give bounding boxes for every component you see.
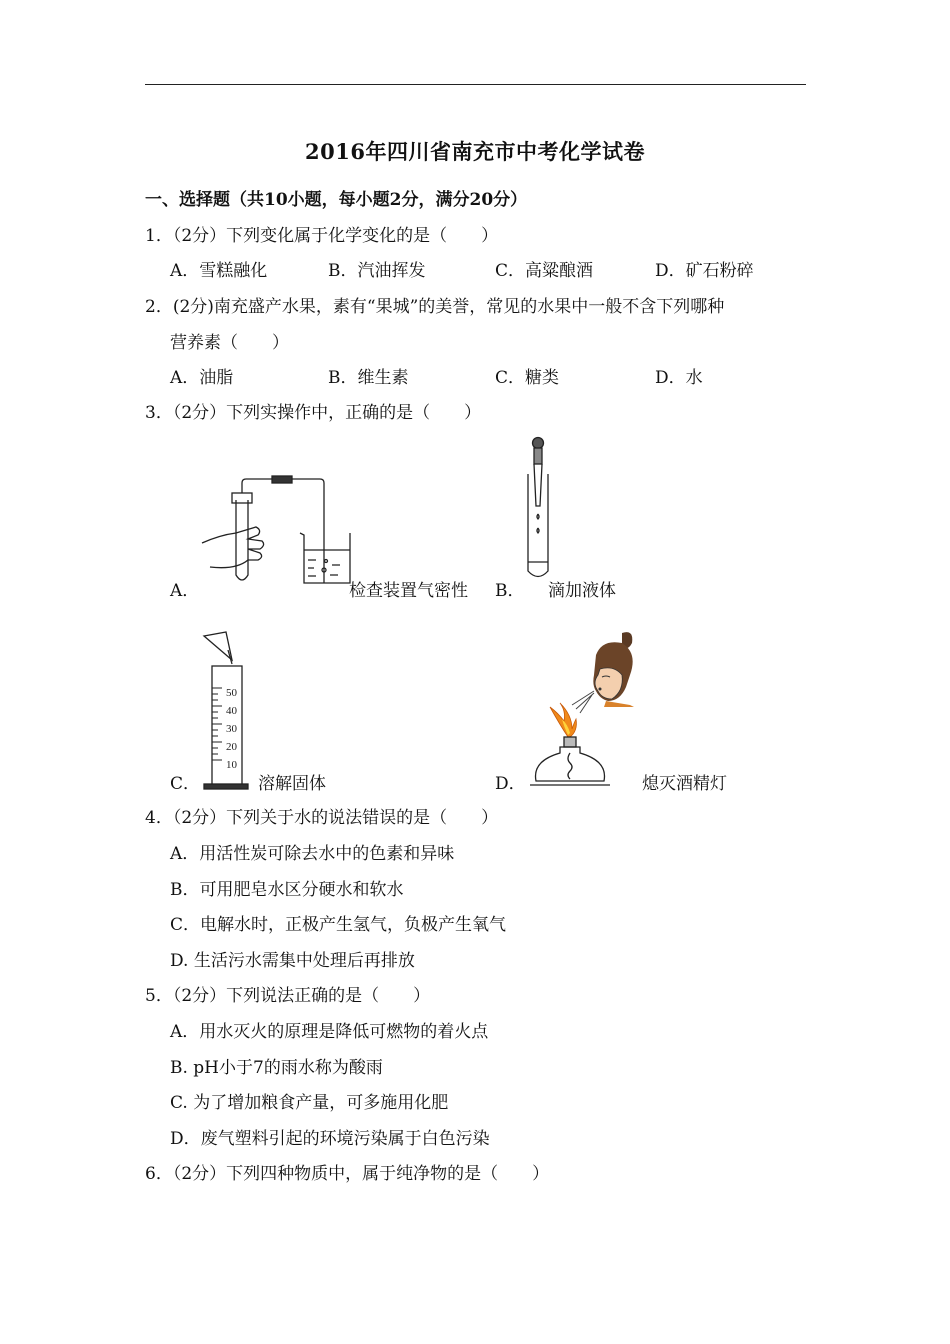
question-1-option-a: A．雪糕融化: [170, 261, 268, 281]
question-1-option-c: C．高粱酿酒: [495, 261, 594, 281]
question-3-option-d-caption: 熄灭酒精灯: [642, 774, 727, 794]
question-2-option-d: D．水: [655, 368, 703, 388]
question-2-stem-line2: 营养素（ ）: [170, 333, 289, 353]
graduated-cylinder-funnel-icon: [196, 630, 264, 792]
airtightness-check-apparatus-icon: [200, 475, 355, 590]
question-1-stem: 1．（2分）下列变化属于化学变化的是（ ）: [145, 226, 499, 246]
question-3-stem: 3．（2分）下列实操作中，正确的是（ ）: [145, 403, 482, 423]
question-5-option-b: B. pH小于7的雨水称为酸雨: [170, 1058, 383, 1078]
question-5-option-a: A．用水灭火的原理是降低可燃物的着火点: [170, 1022, 489, 1042]
question-5-option-c: C. 为了增加粮食产量，可多施用化肥: [170, 1093, 449, 1113]
cylinder-scale-50: 50: [226, 687, 237, 699]
cylinder-scale-40: 40: [226, 705, 237, 717]
question-4-option-b: B．可用肥皂水区分硬水和软水: [170, 880, 404, 900]
question-3-option-b-caption: 滴加液体: [548, 581, 616, 601]
question-1-option-b: B．汽油挥发: [328, 261, 426, 281]
question-4-option-c: C．电解水时，正极产生氢气，负极产生氧气: [170, 915, 507, 935]
header-rule: [145, 84, 806, 85]
section-heading: 一、选择题（共10小题，每小题2分，满分20分）: [145, 190, 528, 210]
question-4-option-a: A．用活性炭可除去水中的色素和异味: [170, 844, 455, 864]
cylinder-scale-20: 20: [226, 741, 237, 753]
question-6-stem: 6．（2分）下列四种物质中，属于纯净物的是（ ）: [145, 1164, 550, 1184]
question-4-option-d: D. 生活污水需集中处理后再排放: [170, 951, 415, 971]
question-3-option-a-caption: 检查装置气密性: [349, 581, 468, 601]
question-2-option-a: A．油脂: [170, 368, 234, 388]
question-1-option-d: D．矿石粉碎: [655, 261, 754, 281]
question-5-option-d: D．废气塑料引起的环境污染属于白色污染: [170, 1129, 490, 1149]
question-5-stem: 5．（2分）下列说法正确的是（ ）: [145, 986, 431, 1006]
question-2-stem-line1: 2．(2分)南充盛产水果，素有“果城”的美誉，常见的水果中一般不含下列哪种: [145, 297, 725, 317]
question-2-option-b: B．维生素: [328, 368, 409, 388]
question-4-stem: 4．（2分）下列关于水的说法错误的是（ ）: [145, 808, 499, 828]
cylinder-scale-30: 30: [226, 723, 237, 735]
question-2-option-c: C．糖类: [495, 368, 560, 388]
girl-blowing-alcohol-lamp-icon: [530, 625, 642, 795]
question-3-option-b-letter: B．: [495, 581, 525, 601]
question-3-option-d-letter: D．: [495, 774, 526, 794]
question-3-option-c-caption: 溶解固体: [258, 774, 326, 794]
cylinder-scale-10: 10: [226, 759, 237, 771]
dropper-in-test-tube-icon: [518, 436, 558, 584]
page-title: 2016年四川省南充市中考化学试卷: [305, 139, 645, 164]
question-3-option-c-letter: C．: [170, 774, 201, 794]
question-3-option-a-letter: A．: [170, 581, 200, 601]
